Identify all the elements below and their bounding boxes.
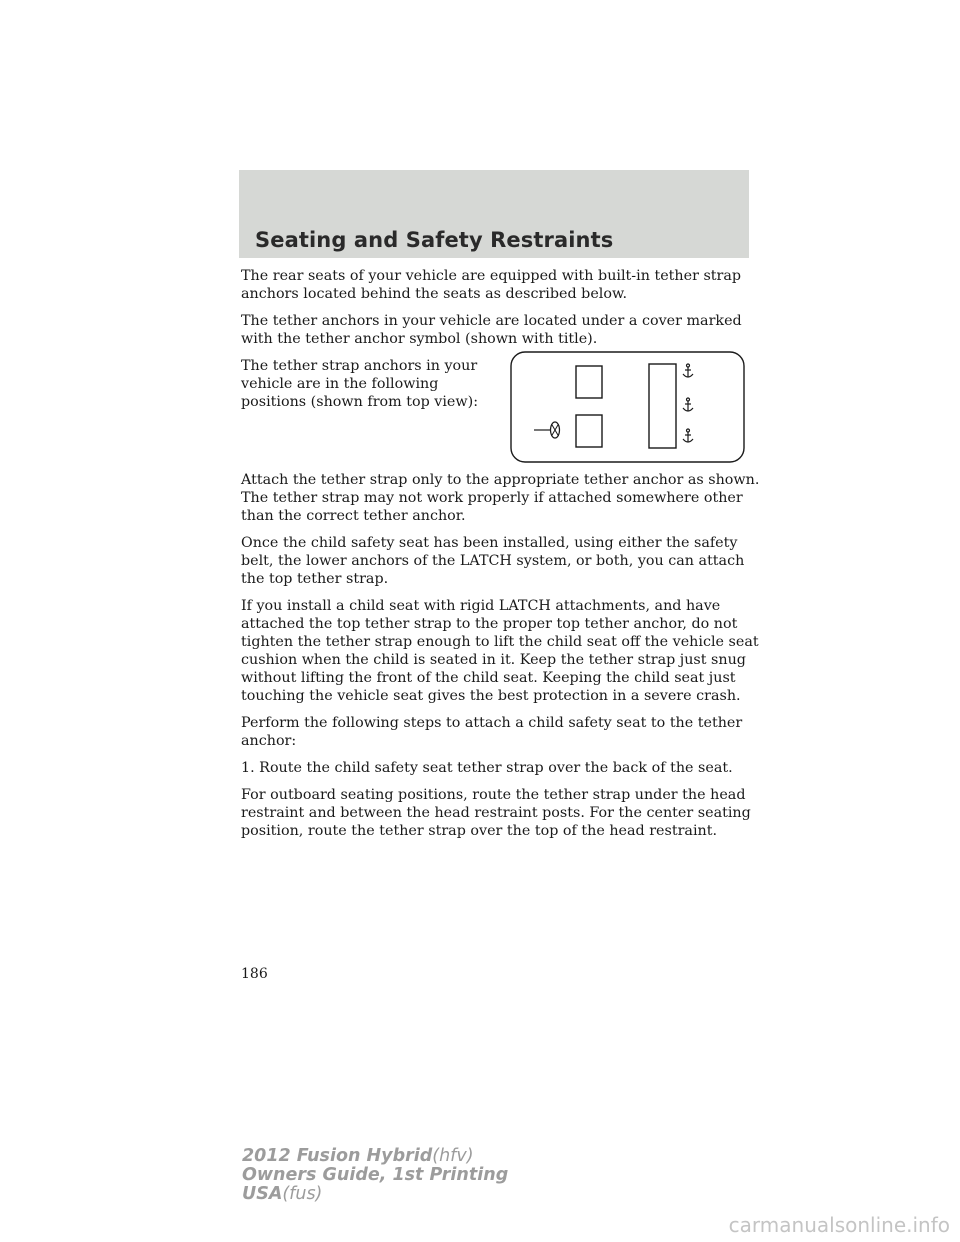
diagram-frame: [511, 352, 744, 462]
paragraph-anchor-cover: The tether anchors in your vehicle are located under a cover marked with the tether anchor symbol (shown with title).: [241, 313, 742, 347]
paragraph-positions: The tether strap anchors in your vehicle are in the following positions (shown from top view):: [241, 358, 479, 410]
paragraph-rigid-latch: If you install a child seat with rigid LATCH attachments, and have attached the top tether strap to the proper top tether anchor, do not tighten the tether strap enough to lift the child seat off the vehicle seat cushion when the child is seated in it. Keep the tether strap just snug without lifting the front of the child seat. Keeping the child seat just touching the vehicle seat gives the best protection in a severe crash.: [241, 598, 759, 704]
front-seat-right: [576, 366, 602, 398]
watermark: carmanualsonline.info: [728, 1213, 950, 1237]
footer-model: 2012 Fusion Hybrid: [242, 1146, 433, 1166]
rear-bench-seat: [649, 364, 676, 448]
tether-anchor-icon: [683, 429, 693, 442]
footer: [242, 1147, 508, 1204]
paragraph-intro: The rear seats of your vehicle are equipped with built-in tether strap anchors located behind the seats as described below.: [241, 268, 742, 302]
paragraph-attach: Attach the tether strap only to the appropriate tether anchor as shown. The tether strap may not work properly if attached somewhere other than the correct tether anchor.: [241, 472, 760, 524]
tether-anchor-icon: [683, 398, 693, 411]
footer-market-code: (fus): [282, 1184, 323, 1204]
paragraph-installed: Once the child safety seat has been installed, using either the safety belt, the lower anchors of the LATCH system, or both, you can attach the top tether strap.: [241, 535, 745, 587]
paragraph-step-1: 1. Route the child safety seat tether strap over the back of the seat.: [241, 760, 733, 776]
section-title: Seating and Safety Restraints: [255, 228, 614, 252]
footer-model-code: (hfv): [432, 1146, 474, 1166]
footer-guide: Owners Guide, 1st Printing: [242, 1165, 509, 1185]
paragraph-outboard: For outboard seating positions, route the tether strap under the head restraint and between the head restraint posts. For the center seating position, route the tether strap over the top of the head restraint.: [241, 787, 751, 839]
tether-anchor-diagram: [510, 351, 745, 463]
paragraph-steps-intro: Perform the following steps to attach a child safety seat to the tether anchor:: [241, 715, 743, 749]
footer-market: USA: [242, 1184, 283, 1204]
page-number: 186: [241, 966, 268, 982]
tether-anchor-icon: [683, 364, 693, 377]
front-seat-left: [576, 415, 602, 447]
